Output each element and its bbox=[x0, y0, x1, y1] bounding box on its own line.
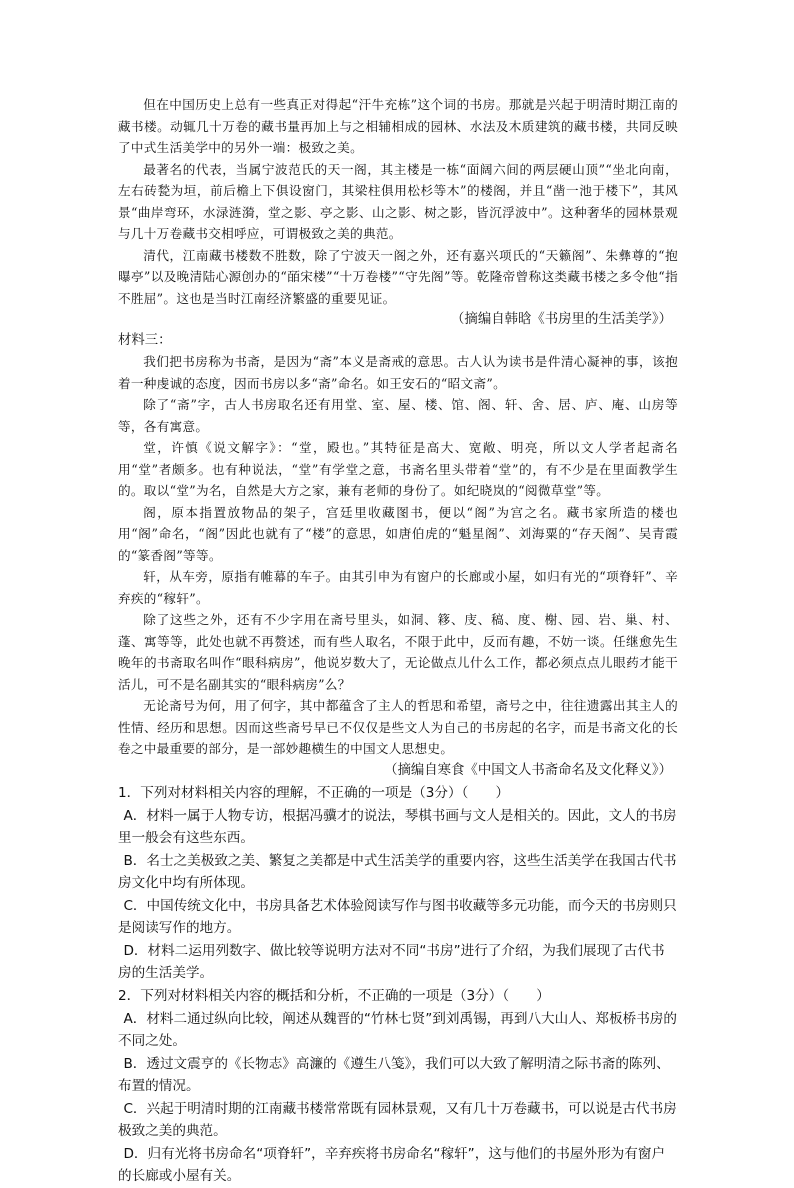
option-d: D．归有光将书房命名“项脊轩”，辛弃疾将书房命名“稼轩”，这与他们的书屋外形为有窗户的长廊或小屋有关。 bbox=[118, 1145, 666, 1184]
source-citation: （摘编自韩晗《书房里的生活美学》） bbox=[451, 312, 672, 327]
material3-section bbox=[118, 331, 678, 782]
option-d: D．材料二运用列数字、做比较等说明方法对不同“书房”进行了介绍，为我们展现了古代书房的生活美学。 bbox=[118, 942, 665, 981]
question-1 bbox=[118, 782, 678, 985]
paragraph: 除了“斋”字，古人书房取名还有用堂、室、屋、楼、馆、阁、轩、舍、居、庐、庵、山房等等，各有寓意。 bbox=[118, 397, 678, 434]
document-page bbox=[118, 94, 678, 1188]
paragraph: 堂，许慎《说文解字》：“堂，殿也。”其特征是高大、宽敞、明亮，所以文人学者起斋名用“堂”者颇多。也有种说法，“堂”有学堂之意，书斋名里头带着“堂”的，有不少是在里面教学生的。取以“堂”为名，自然是大方之家，兼有老师的身份了。如纪晓岚的“阅微草堂”等。 bbox=[118, 440, 678, 498]
option-b: B．名士之美极致之美、繁复之美都是中式生活美学的重要内容，这些生活美学在我国古代书房文化中均有所体现。 bbox=[118, 852, 677, 891]
paragraph: 但在中国历史上总有一些真正对得起“汗牛充栋”这个词的书房。那就是兴起于明清时期江南的藏书楼。动辄几十万卷的藏书量再加上与之相辅相成的园林、水法及木质建筑的藏书楼，共同反映了中式生活美学中的另外一端：极致之美。 bbox=[118, 97, 678, 155]
source-citation: （摘编自寒食《中国文人书斋命名及文化释义》） bbox=[384, 762, 672, 778]
question-stem: 2．下列对材料相关内容的概括和分析，不正确的一项是（3分）（ ） bbox=[118, 987, 550, 1004]
option-a: A．材料二通过纵向比较，阐述从魏晋的“竹林七贤”到刘禹锡，再到八大山人、郑板桥书房的不同之处。 bbox=[118, 1010, 677, 1049]
option-c: C．中国传统文化中，书房具备艺术体验阅读写作与图书收藏等多元功能，而今天的书房则只是阅读写作的地方。 bbox=[118, 897, 677, 936]
paragraph: 无论斋号为何，用了何字，其中都蕴含了主人的哲思和希望，斋号之中，往往遗露出其主人的性情、经历和思想。因而这些斋号早已不仅仅是些文人为自己的书房起的名字，而是书斋文化的长卷之中最重要的部分，是一部妙趣横生的中国文人思想史。 bbox=[118, 698, 678, 756]
paragraph: 除了这些之外，还有不少字用在斋号里头，如洞、簃、庋、稿、度、榭、园、岩、巢、村、蓬、寓等等，此处也就不再赘述，而有些人取名，不限于此中，反而有趣，不妨一谈。任继愈先生晚年的书斋取名叫作“眼科病房”，他说岁数大了，无论做点儿什么工作，都必须点点儿眼药才能干活儿，可不是名副其实的“眼科病房”么？ bbox=[118, 612, 678, 692]
section-heading: 材料三： bbox=[118, 333, 172, 348]
question-stem: 1．下列对材料相关内容的理解，不正确的一项是（3分）（ ） bbox=[118, 784, 510, 801]
paragraph: 轩，从车旁，原指有帷幕的车子。由其引申为有窗户的长廊或小屋，如归有光的“项脊轩”、辛弃疾的“稼轩”。 bbox=[118, 569, 678, 606]
paragraph: 最著名的代表，当属宁波范氏的天一阁，其主楼是一栋“面阔六间的两层硬山顶”“坐北向南，左右砖甃为垣，前后檐上下俱设窗门，其梁柱俱用松杉等木”的楼阁，并且“凿一池于楼下”，其风景“曲岸弯环，水渌涟漪，堂之影、亭之影、山之影、树之影，皆沉浮波中”。这种奢华的园林景观与几十万卷藏书交相呼应，可谓极致之美的典范。 bbox=[118, 161, 678, 241]
paragraph: 阁，原本指置放物品的架子，宫廷里收藏图书，便以“阁”为宫之名。藏书家所造的楼也用“阁”命名，“阁”因此也就有了“楼”的意思，如唐伯虎的“魁星阁”、刘海粟的“存天阁”、吴青霞的“篆香阁”等等。 bbox=[118, 504, 678, 563]
option-a: A．材料一属于人物专访，根据冯骥才的说法，琴棋书画与文人是相关的。因此，文人的书房里一般会有这些东西。 bbox=[118, 807, 677, 846]
question-2 bbox=[118, 985, 678, 1188]
paragraph: 我们把书房称为书斋，是因为“斋”本义是斋戒的意思。古人认为读书是件清心凝神的事，该抱着一种虔诚的态度，因而书房以多“斋”命名。如王安石的“昭文斋”。 bbox=[118, 354, 678, 391]
option-b: B．透过文震亨的《长物志》高濂的《遵生八笺》，我们可以大致了解明清之际书斋的陈列、布置的情况。 bbox=[118, 1055, 670, 1094]
paragraph: 清代，江南藏书楼数不胜数，除了宁波天一阁之外，还有嘉兴项氏的“天籁阁”、朱彝尊的“抱曝亭”以及晚清陆心源创办的“皕宋楼”“十万卷楼”“守先阁”等。乾隆帝曾称这类藏书楼之多令他“指不胜屈”。这也是当时江南经济繁盛的重要见证。 bbox=[118, 247, 678, 306]
material2-section bbox=[118, 94, 678, 331]
option-c: C．兴起于明清时期的江南藏书楼常常既有园林景观，又有几十万卷藏书，可以说是古代书房极致之美的典范。 bbox=[118, 1100, 677, 1139]
